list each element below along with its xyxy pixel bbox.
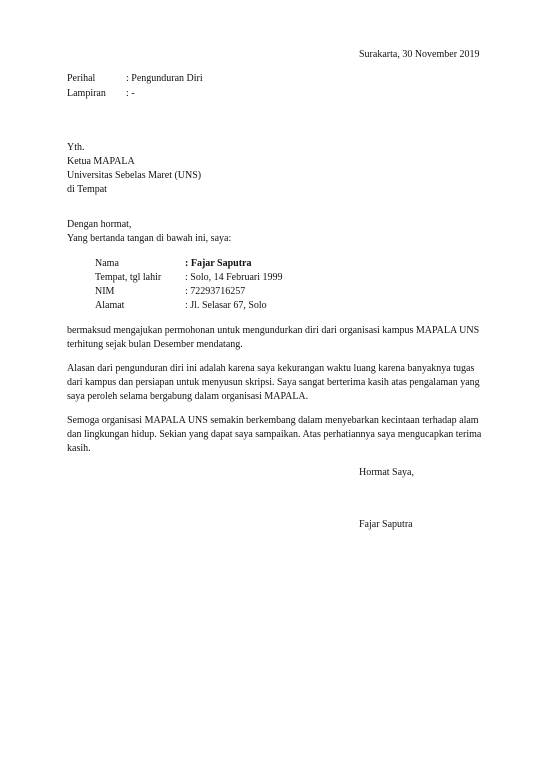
paragraph2-line: saya peroleh selama bergabung dalam organisasi MAPALA. xyxy=(67,391,309,402)
paragraph2-line: dari kampus dan persiapan untuk menyusun skripsi. Saya sangat berterima kasih atas pengalaman yang xyxy=(67,377,480,388)
recipient-line: di Tempat xyxy=(67,184,107,195)
identity-value-birth: : Solo, 14 Februari 1999 xyxy=(185,272,283,283)
paragraph3-line: kasih. xyxy=(67,443,91,454)
intro-line: Yang bertanda tangan di bawah ini, saya: xyxy=(67,233,232,244)
identity-label-alamat: Alamat xyxy=(95,300,125,311)
signature-name: Fajar Saputra xyxy=(359,519,413,530)
closing: Hormat Saya, xyxy=(359,467,414,478)
identity-label-nama: Nama xyxy=(95,258,119,269)
meta-label-lampiran: Lampiran xyxy=(67,88,106,99)
identity-value-alamat: : Jl. Selasar 67, Solo xyxy=(185,300,267,311)
meta-value-perihal: : Pengunduran Diri xyxy=(126,73,203,84)
recipient-line: Yth. xyxy=(67,142,85,153)
meta-value-lampiran: : - xyxy=(126,88,135,99)
recipient-line: Universitas Sebelas Maret (UNS) xyxy=(67,170,202,181)
greeting: Dengan hormat, xyxy=(67,219,132,230)
paragraph2-line: Alasan dari pengunduran diri ini adalah karena saya kekurangan waktu luang karena banyaknya tugas xyxy=(67,363,475,374)
identity-value-nama: : Fajar Saputra xyxy=(185,258,252,269)
recipient-line: Ketua MAPALA xyxy=(67,156,135,167)
identity-label-birth: Tempat, tgl lahir xyxy=(95,272,162,283)
paragraph1-line: terhitung sejak bulan Desember mendatang. xyxy=(67,339,243,350)
paragraph3-line: Semoga organisasi MAPALA UNS semakin berkembang dalam menyebarkan kecintaan terhadap alam xyxy=(67,415,479,426)
paragraph1-line: bermaksud mengajukan permohonan untuk mengundurkan diri dari organisasi kampus MAPALA UNS xyxy=(67,325,480,336)
identity-label-nim: NIM xyxy=(95,286,115,297)
letter-date: Surakarta, 30 November 2019 xyxy=(359,49,480,60)
identity-value-nim: : 72293716257 xyxy=(185,286,246,297)
paragraph3-line: dan lingkungan hidup. Sekian yang dapat saya sampaikan. Atas perhatiannya saya mengucapkan terima xyxy=(67,429,482,440)
meta-label-perihal: Perihal xyxy=(67,73,96,84)
